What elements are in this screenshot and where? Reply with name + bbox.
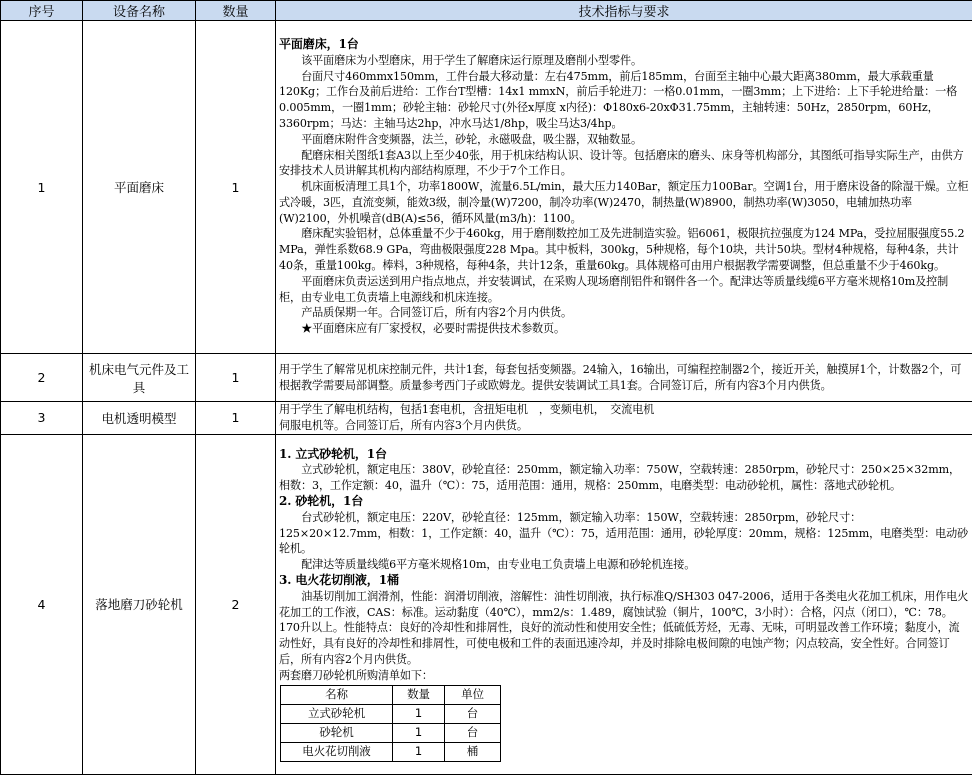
table-row — [1, 434, 972, 774]
row-no: 3 — [1, 402, 83, 435]
spec-paragraph: 该平面磨床为小型磨床，用于学生了解磨床运行原理及磨削小型零件。 — [279, 53, 969, 69]
row-qty: 1 — [196, 354, 276, 402]
spec-paragraph: 立式砂轮机，额定电压：380V，砂轮直径：250mm，额定输入功率：750W，空载转速：2850rpm，砂轮尺寸：250×25×32mm，相数：3，工作定额：40，温升（℃）：75，适用范围：通用，规格：250mm，电磨类型：电动砂轮机，属性：落地式砂轮机。 — [279, 462, 969, 494]
spec-paragraph: 两套磨刀砂轮机所购清单如下： — [279, 668, 969, 684]
row-qty: 2 — [196, 434, 276, 774]
row-name: 电机透明模型 — [83, 402, 196, 435]
header-name: 设备名称 — [83, 1, 196, 21]
row-no: 2 — [1, 354, 83, 402]
row-qty: 1 — [196, 402, 276, 435]
row-spec — [276, 402, 972, 435]
spec-paragraph: 产品质保期一年。合同签订后，所有内容2个月内供货。 — [279, 305, 969, 321]
table-row — [1, 354, 972, 402]
row-name: 平面磨床 — [83, 21, 196, 354]
spec-heading: 3. 电火花切削液，1桶 — [279, 573, 969, 589]
list-item-unit: 台 — [445, 704, 501, 723]
table-row — [1, 21, 972, 354]
header-spec: 技术指标与要求 — [276, 1, 972, 21]
row-no: 4 — [1, 434, 83, 774]
row-name: 机床电气元件及工具 — [83, 354, 196, 402]
list-item — [281, 704, 501, 723]
list-header-unit: 单位 — [445, 685, 501, 704]
list-item — [281, 742, 501, 761]
spec-heading: 1. 立式砂轮机，1台 — [279, 447, 969, 463]
spec-paragraph: 用于学生了解常见机床控制元件，共计1套，每套包括变频器。24输入，16输出，可编程控制器2个，接近开关，触摸屏1个，计数器2个，可根据教学需要局部调整。质量参考西门子或欧姆龙。提供安装调试工具1套。合同签订后，所有内容3个月内供货。 — [279, 362, 969, 394]
row-spec — [276, 354, 972, 402]
table-row — [1, 402, 972, 435]
header-row — [1, 1, 972, 21]
list-item-qty: 1 — [393, 742, 445, 761]
list-item-unit: 台 — [445, 723, 501, 742]
spec-paragraph: 伺服电机等。合同签订后，所有内容3个月内供货。 — [279, 418, 969, 434]
list-item-unit: 桶 — [445, 742, 501, 761]
spec-paragraph: 台式砂轮机，额定电压：220V，砂轮直径：125mm，额定输入功率：150W，空载转速：2850rpm，砂轮尺寸：125×20×12.7mm，相数：1，工作定额：40，温升（℃）：75，适用范围：通用，砂轮厚度：20mm，规格：125mm，电磨类型：电动砂轮机。 — [279, 510, 969, 557]
list-header-qty: 数量 — [393, 685, 445, 704]
purchase-list-table — [280, 685, 501, 762]
spec-paragraph: 平面磨床负责运送到用户指点地点，并安装调试，在采购人现场磨削铝件和钢件各一个。配津达等质量线缆6平方毫米规格10m及控制柜，由专业电工负责墙上电源线和机床连接。 — [279, 274, 969, 306]
spec-paragraph: 用于学生了解电机结构，包括1套电机，含扭矩电机 ，变频电机， 交流电机 — [279, 402, 969, 418]
spec-paragraph: ★平面磨床应有厂家授权，必要时需提供技术参数页。 — [279, 321, 969, 337]
spec-heading: 平面磨床，1台 — [279, 37, 969, 53]
spec-paragraph: 配磨床相关图纸1套A3以上至少40张，用于机床结构认识、设计等。包括磨床的磨头、床身等机构部分，其图纸可指导实际生产，由供方安排技术人员讲解其机构内部结构原理，不少于7个工作日。 — [279, 148, 969, 180]
row-spec — [276, 434, 972, 774]
row-no: 1 — [1, 21, 83, 354]
row-spec — [276, 21, 972, 354]
header-no: 序号 — [1, 1, 83, 21]
spec-paragraph: 油基切削加工润滑剂，性能：润滑切削液，溶解性：油性切削液，执行标准Q/SH303 047-2006，适用于各类电火花加工机床，用作电火花加工的工作液，CAS：标准。运动黏度（40℃），mm2/s：1.489，腐蚀试验（铜片，100℃，3小时）：合格，闪点（闭口），℃：78。170升以上。性能特点：良好的冷却性和排屑性，良好的流动性和使用安全性；低硫低芳烃，无毒、无味，可明显改善工作环境；黏度小，流动性好，具有良好的冷却性和排屑性，可使电极和工件的表面迅速冷却，并及时排除电极间隙的电蚀产物；闪点较高，安全性好。合同签订后，所有内容2个月内供货。 — [279, 589, 969, 668]
spec-heading: 2. 砂轮机，1台 — [279, 494, 969, 510]
spec-paragraph: 配津达等质量线缆6平方毫米规格10m，由专业电工负责墙上电源和砂轮机连接。 — [279, 557, 969, 573]
purchase-list-header — [281, 685, 501, 704]
list-item — [281, 723, 501, 742]
spec-paragraph: 机床面板清理工具1个，功率1800W，流量6.5L/min，最大压力140Bar，额定压力100Bar。空调1台，用于磨床设备的除湿干燥。立柜式冷暖，3匹，直流变频，能效3级，制冷量(W)7200，制冷功率(W)2470，制热量(W)8900，制热功率(W)3050，电辅加热功率(W)2100，外机噪音(dB(A)≤56，循环风量(m3/h)：1100。 — [279, 179, 969, 226]
list-header-name: 名称 — [281, 685, 393, 704]
list-item-name: 砂轮机 — [281, 723, 393, 742]
spec-paragraph: 平面磨床附件含变频器，法兰，砂轮，永磁吸盘，吸尘器，双轴数显。 — [279, 132, 969, 148]
row-name: 落地磨刀砂轮机 — [83, 434, 196, 774]
list-item-qty: 1 — [393, 704, 445, 723]
header-qty: 数量 — [196, 1, 276, 21]
spec-paragraph: 磨床配实验铝材，总体重量不少于460kg，用于磨削数控加工及先进制造实验。铝6061，极限抗拉强度为124 MPa，受拉屈服强度55.2 MPa，弹性系数68.9 GPa，弯曲极限强度228 Mpa。其中板料，300kg，5种规格，每个10块，共计50块。型材4种规格，每种4条，共计40条，重量100kg。棒料，3种规格，每种4条，共计12条，重量60kg。具体规格可由用户根据教学需要调整，但总重量不少于460kg。 — [279, 226, 969, 273]
list-item-name: 立式砂轮机 — [281, 704, 393, 723]
row-qty: 1 — [196, 21, 276, 354]
list-item-qty: 1 — [393, 723, 445, 742]
list-item-name: 电火花切削液 — [281, 742, 393, 761]
spec-paragraph: 台面尺寸460mmx150mm，工件台最大移动量：左右475mm，前后185mm，台面至主轴中心最大距离380mm，最大承载重量120Kg；工作台及前后进给：工作台T型槽：14x1 mmxN，前后手轮进刀：一格0.01mm，一圈3mm；上下进给：上下手轮进给量：一格0.005mm，一圈1mm；砂轮主轴：砂轮尺寸(外径x厚度 x内径)：Φ180x6-20xΦ31.75mm，主轴转速：50Hz，2850rpm，60Hz，3360rpm；马达：主轴马达2hp，冲水马达1/8hp，吸尘马达3/4hp。 — [279, 69, 969, 132]
